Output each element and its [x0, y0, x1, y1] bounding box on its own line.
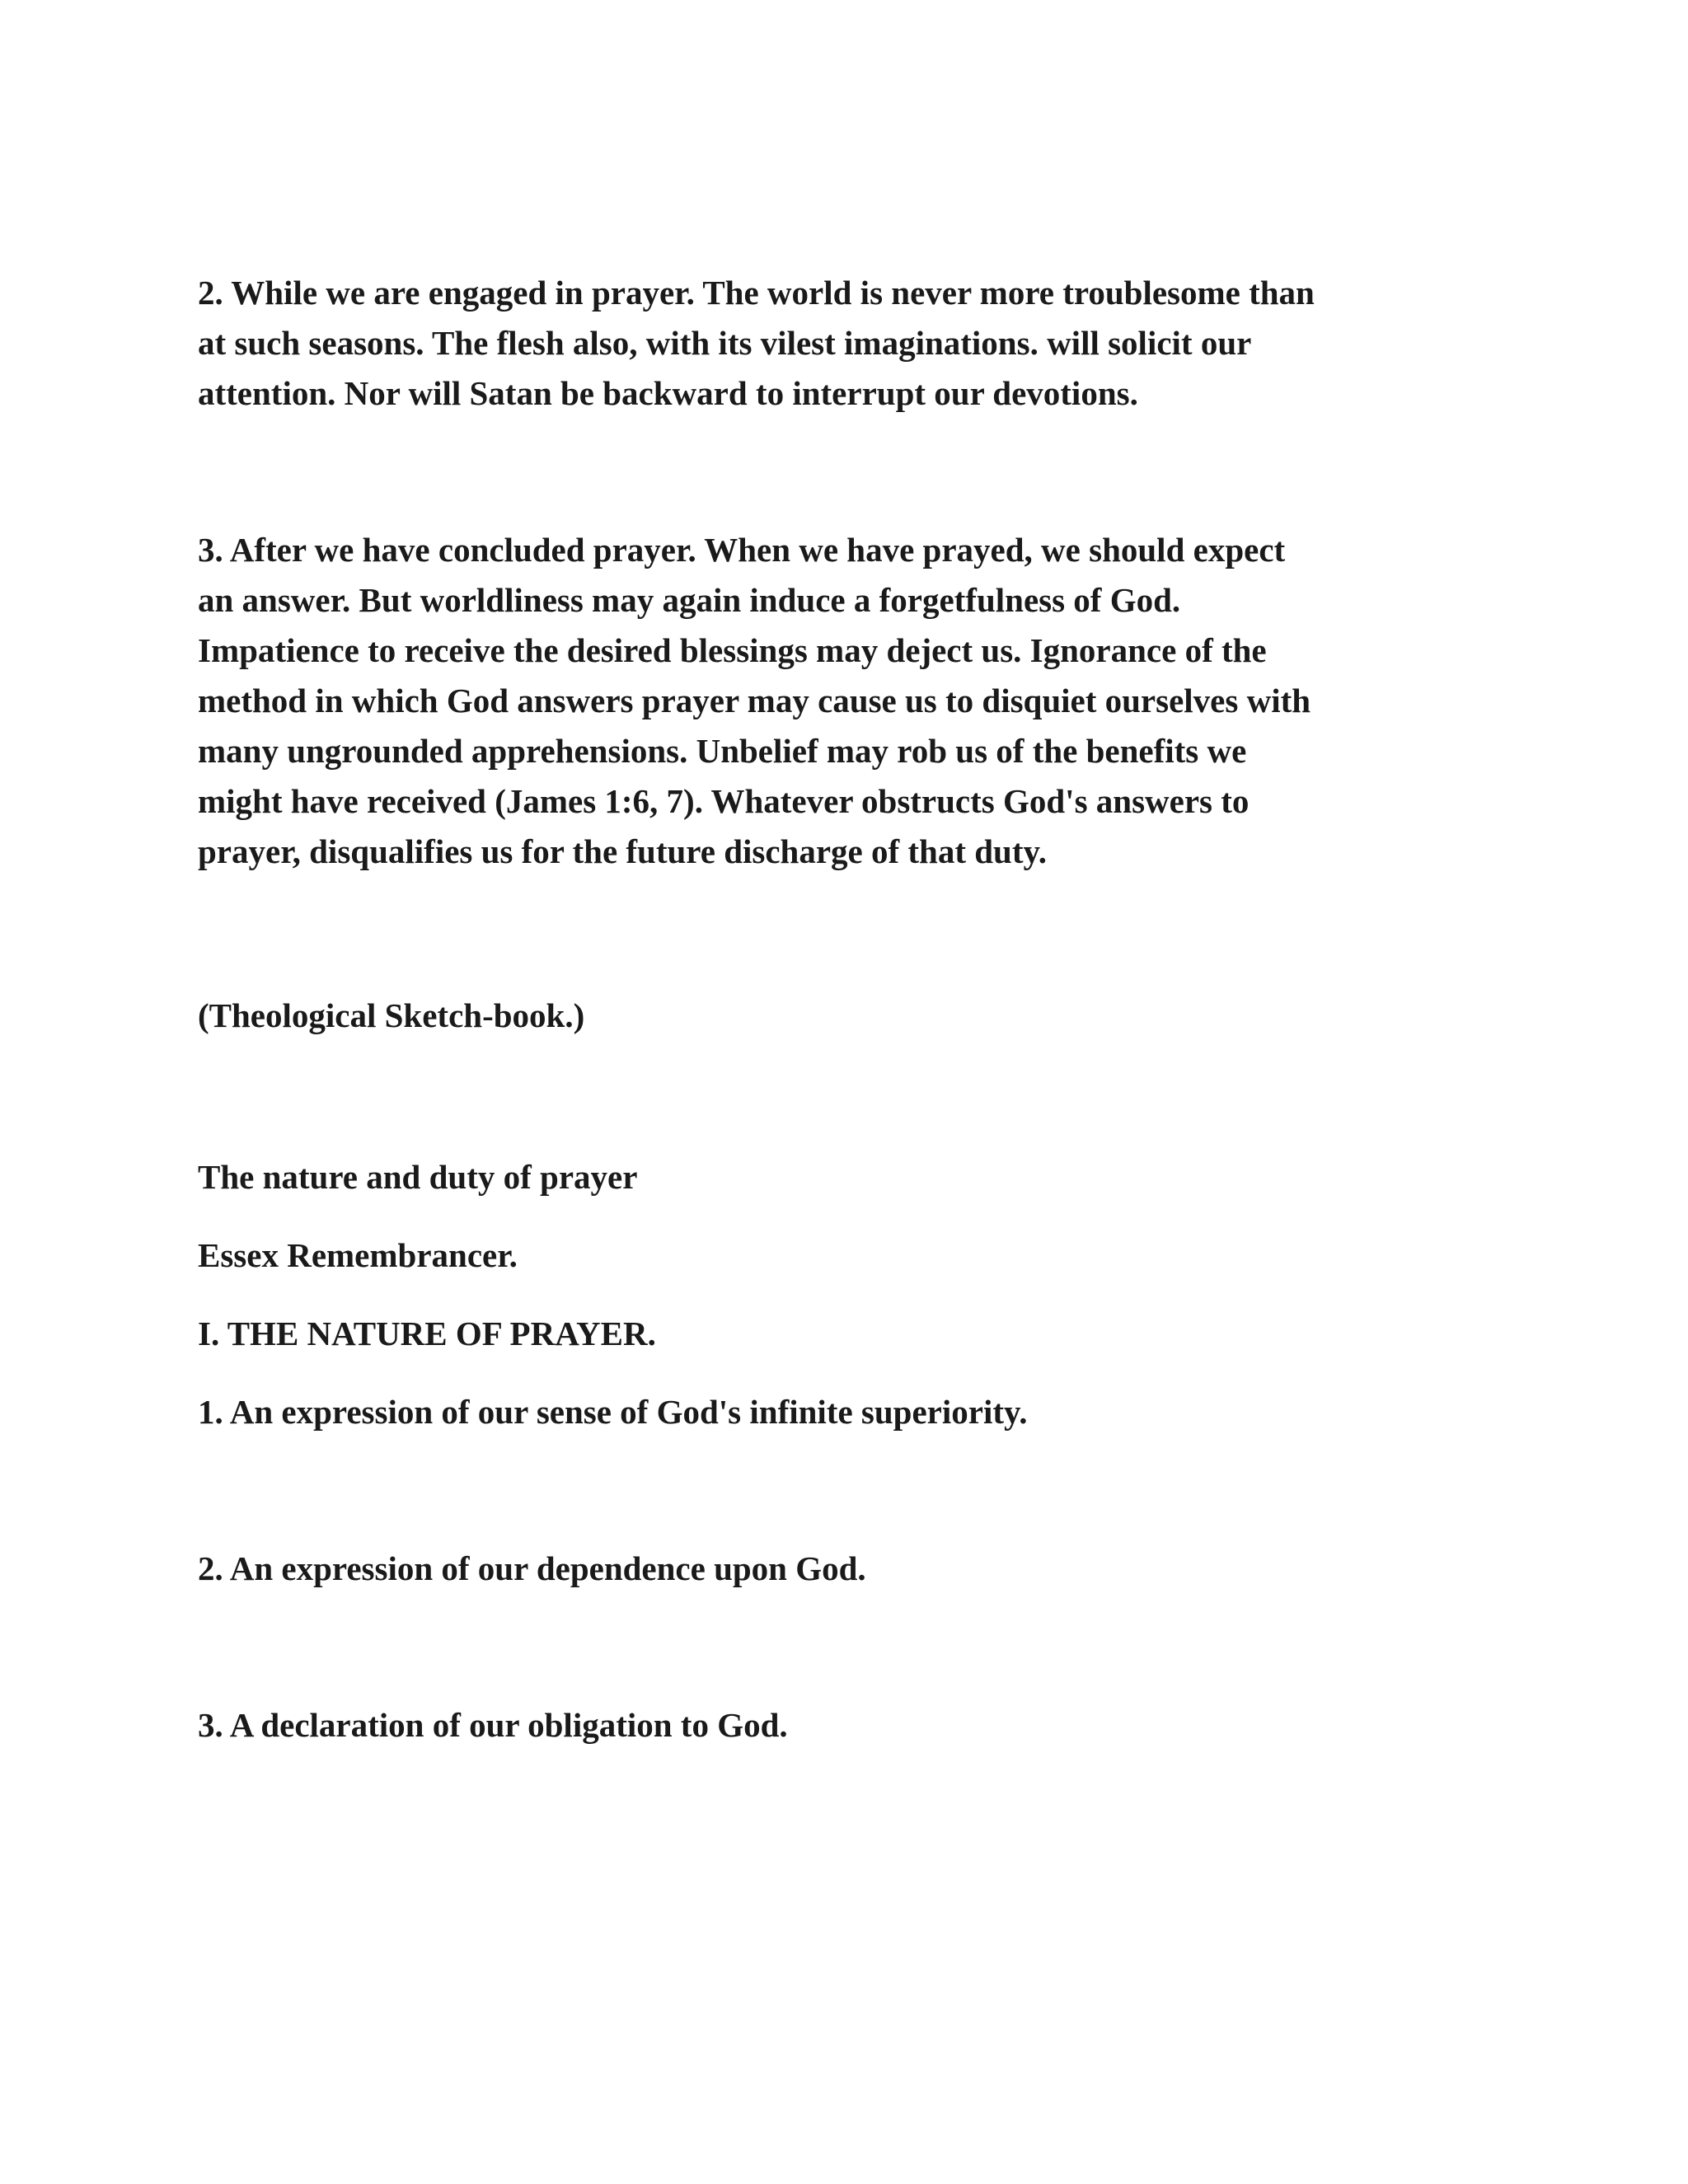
paragraph-line: many ungrounded apprehensions. Unbelief may rob us of the benefits we: [198, 732, 1247, 770]
point-1: 1. An expression of our sense of God's infinite superiority.: [198, 1393, 1028, 1431]
paragraph-line: 3. After we have concluded prayer. When we have prayed, we should expect: [198, 531, 1286, 569]
paragraph-line: prayer, disqualifies us for the future discharge of that duty.: [198, 832, 1048, 870]
paragraph-line: method in which God answers prayer may cause us to disquiet ourselves with: [198, 682, 1311, 719]
paragraph-after-prayer: [198, 525, 1500, 877]
paragraph-during-prayer: [198, 268, 1500, 419]
paragraph-line: 2. While we are engaged in prayer. The world is never more troublesome than: [198, 274, 1315, 312]
author-line: Essex Remembrancer.: [198, 1236, 518, 1274]
paragraph-line: attention. Nor will Satan be backward to interrupt our devotions.: [198, 374, 1138, 412]
section-title: The nature and duty of prayer: [198, 1158, 638, 1196]
point-2: 2. An expression of our dependence upon God.: [198, 1549, 866, 1587]
point-3: 3. A declaration of our obligation to God.: [198, 1706, 788, 1744]
paragraph-line: an answer. But worldliness may again induce a forgetfulness of God.: [198, 581, 1181, 619]
paragraph-line: might have received (James 1:6, 7). Whatever obstructs God's answers to: [198, 782, 1250, 820]
paragraph-line: Impatience to receive the desired blessings may deject us. Ignorance of the: [198, 631, 1267, 669]
paragraph-line: at such seasons. The flesh also, with its vilest imaginations. will solicit our: [198, 324, 1252, 362]
section-heading: I. THE NATURE OF PRAYER.: [198, 1315, 656, 1352]
source-citation: (Theological Sketch-book.): [198, 996, 585, 1034]
